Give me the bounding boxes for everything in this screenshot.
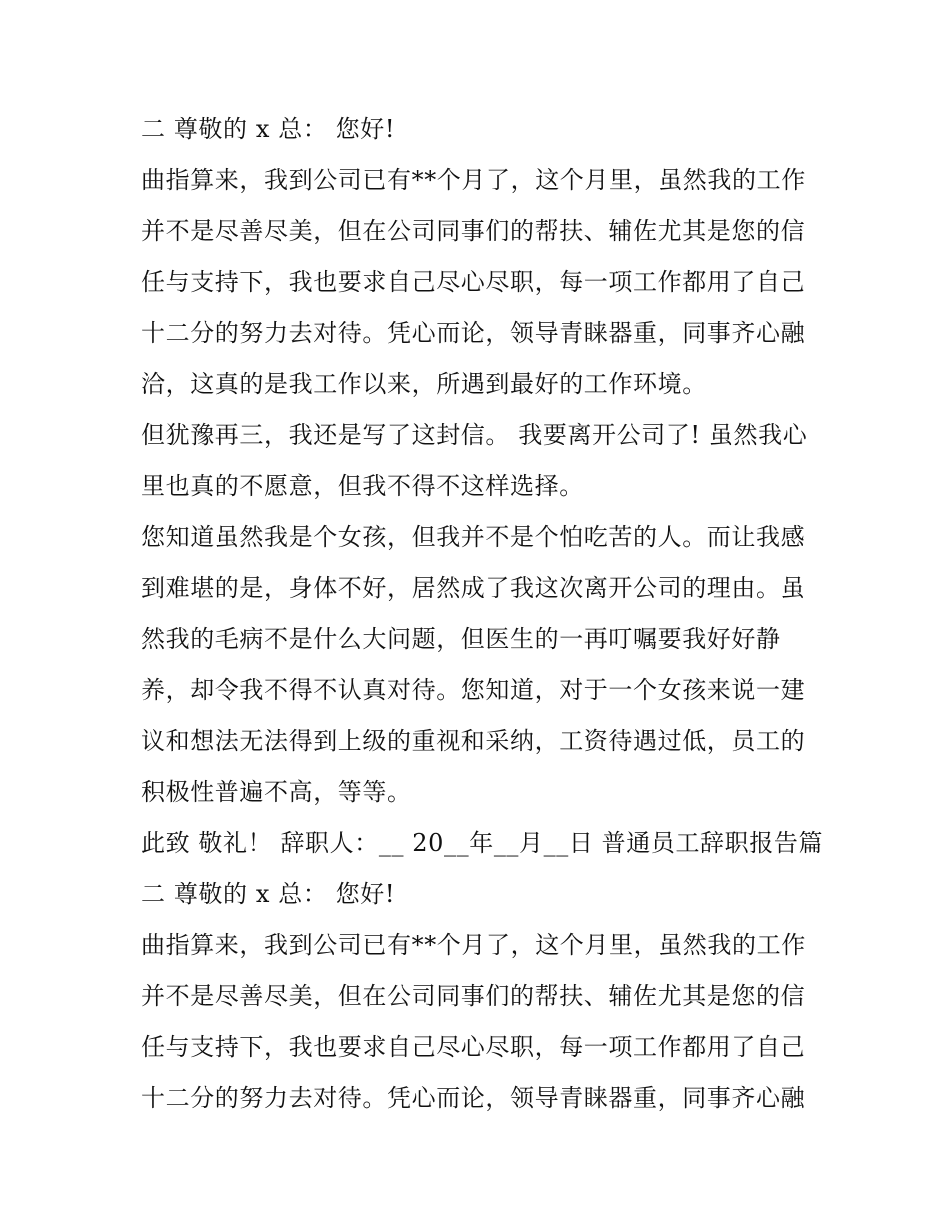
document-body [141, 109, 824, 1129]
text-line: 曲指算来，我到公司已有**个月了，这个月里，虽然我的工作 [141, 931, 806, 959]
text-line: 任与支持下，我也要求自己尽心尽职，每一项工作都用了自己 [141, 268, 806, 296]
text-line: 曲指算来，我到公司已有**个月了，这个月里，虽然我的工作 [141, 166, 806, 194]
text-line: 议和想法无法得到上级的重视和采纳，工资待遇过低，员工的 [141, 727, 806, 755]
text-line: 任与支持下，我也要求自己尽心尽职，每一项工作都用了自己 [141, 1033, 806, 1061]
text-line: 积极性普遍不高，等等。 [141, 778, 412, 806]
text-line: 里也真的不愿意，但我不得不这样选择。 [141, 472, 584, 500]
text-line: 十二分的努力去对待。凭心而论，领导青睐器重，同事齐心融 [141, 319, 806, 347]
salutation-line: 二 尊敬的 x 总： 您好! [141, 880, 396, 908]
salutation-line: 二 尊敬的 x 总： 您好! [141, 115, 396, 143]
text-line: 十二分的努力去对待。凭心而论，领导青睐器重，同事齐心融 [141, 1084, 806, 1112]
closing-line: 此致 敬礼！ 辞职人：__ 20__年__月__日 普通员工辞职报告篇 [141, 829, 824, 857]
text-line: 并不是尽善尽美，但在公司同事们的帮扶、辅佐尤其是您的信 [141, 217, 806, 245]
text-line: 然我的毛病不是什么大问题，但医生的一再叮嘱要我好好静 [141, 625, 781, 653]
text-line: 并不是尽善尽美，但在公司同事们的帮扶、辅佐尤其是您的信 [141, 982, 806, 1010]
text-line: 养，却令我不得不认真对待。您知道，对于一个女孩来说一建 [141, 676, 806, 704]
text-line: 到难堪的是，身体不好，居然成了我这次离开公司的理由。虽 [141, 574, 806, 602]
text-line: 洽，这真的是我工作以来，所遇到最好的工作环境。 [141, 370, 707, 398]
text-line: 但犹豫再三，我还是写了这封信。 我要离开公司了! 虽然我心 [141, 421, 808, 449]
text-line: 您知道虽然我是个女孩，但我并不是个怕吃苦的人。而让我感 [141, 523, 806, 551]
